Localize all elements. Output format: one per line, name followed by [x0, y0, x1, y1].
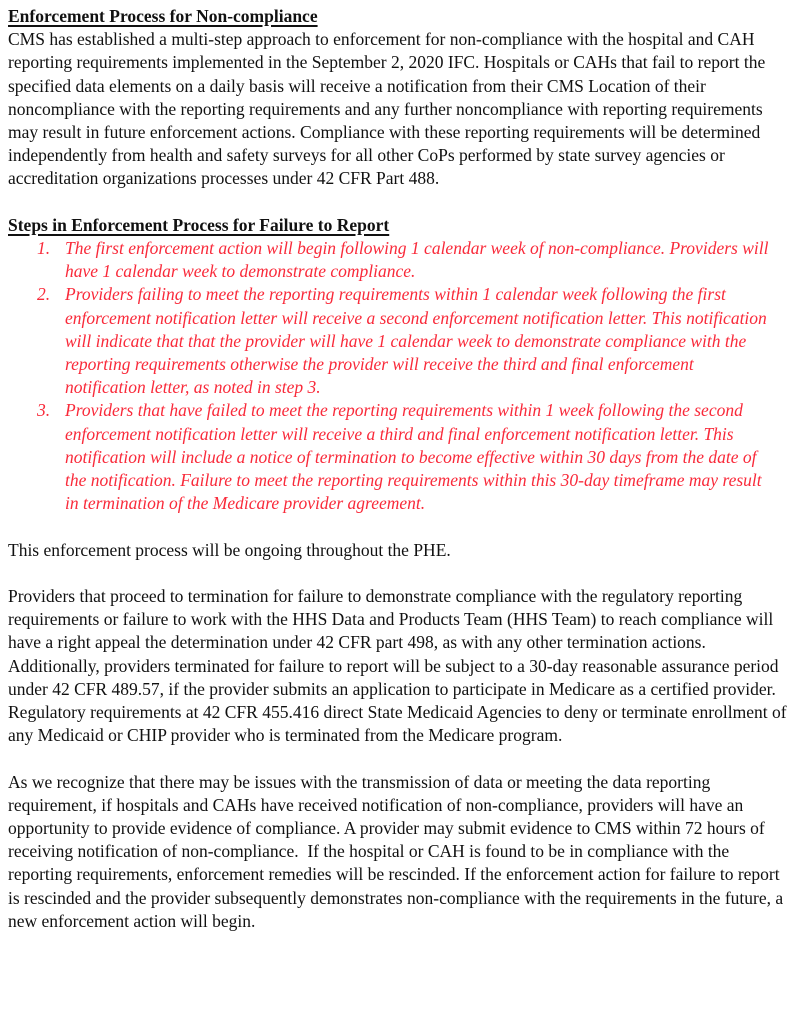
list-item-text: Providers that have failed to meet the reporting requirements within 1 week following the second enforcement notification letter will receive a third and final enforcement notification letter. This notification will include a notice of termination to become effective within 30 days from the date of the notification. Failure to meet the reporting requirements within this 30-day timeframe may result in termination of the Medicare provider agreement.	[65, 400, 762, 514]
heading-enforcement-process: Enforcement Process for Non-compliance	[8, 6, 318, 26]
paragraph-enforcement-overview: CMS has established a multi-step approach to enforcement for non-compliance with the hospital and CAH reporting requirements implemented in the September 2, 2020 IFC. Hospitals or CAHs that fail to report the specified data elements on a daily basis will receive a notification from their CMS Location of their noncompliance with the reporting requirements and any further noncompliance with reporting requirements may result in future enforcement actions. Compliance with these reporting requirements will be determined independently from health and safety surveys for all other CoPs performed by state survey agencies or accreditation organizations processes under 42 CFR Part 488.	[8, 29, 770, 189]
paragraph-ongoing-phe: This enforcement process will be ongoing throughout the PHE.	[8, 539, 451, 560]
list-item-number: 3.	[37, 400, 51, 421]
list-item-step-1	[8, 237, 775, 283]
paragraph-evidence-of-compliance: As we recognize that there may be issues with the transmission of data or meeting the data reporting requirement, if hospitals and CAHs have received notification of non-compliance, providers will have an opportunity to provide evidence of compliance. A provider may submit evidence to CMS within 72 hours of receiving notification of non-compliance. If the hospital or CAH is found to be in compliance with the reporting requirements, enforcement remedies will be rescinded. If the enforcement action for failure to report is rescinded and the provider subsequently demonstrates non-compliance with the requirements in the future, a new enforcement action will begin.	[8, 771, 788, 931]
list-item-number: 1.	[37, 238, 51, 259]
list-item-text: Providers failing to meet the reporting requirements within 1 calendar week following the first enforcement notification letter will receive a second enforcement notification letter. This notification will indicate that that the provider will have 1 calendar week to demonstrate compliance with the reporting requirements otherwise the provider will receive the third and final enforcement notification letter, as noted in step 3.	[65, 284, 767, 398]
list-item-number: 2.	[37, 284, 51, 305]
list-item-step-2	[8, 283, 775, 399]
heading-steps-enforcement: Steps in Enforcement Process for Failure to Report	[8, 214, 390, 235]
list-item-text: The first enforcement action will begin following 1 calendar week of non-compliance. Providers will have 1 calendar week to demonstrate compliance.	[65, 238, 769, 282]
enforcement-steps-list	[8, 237, 789, 515]
list-item-step-3	[8, 399, 775, 515]
paragraph-termination-appeal: Providers that proceed to termination for failure to demonstrate compliance with the regulatory reporting requirements or failure to work with the HHS Data and Products Team (HHS Team) to reach compliance will have a right appeal the determination under 42 CFR part 498, as with any other termination actions. Additionally, providers terminated for failure to report will be subject to a 30-day reasonable assurance period under 42 CFR 489.57, if the provider submits an application to participate in Medicare as a certified provider. Regulatory requirements at 42 CFR 455.416 direct State Medicaid Agencies to deny or terminate enrollment of any Medicaid or CHIP provider who is terminated from the Medicare program.	[8, 586, 791, 746]
